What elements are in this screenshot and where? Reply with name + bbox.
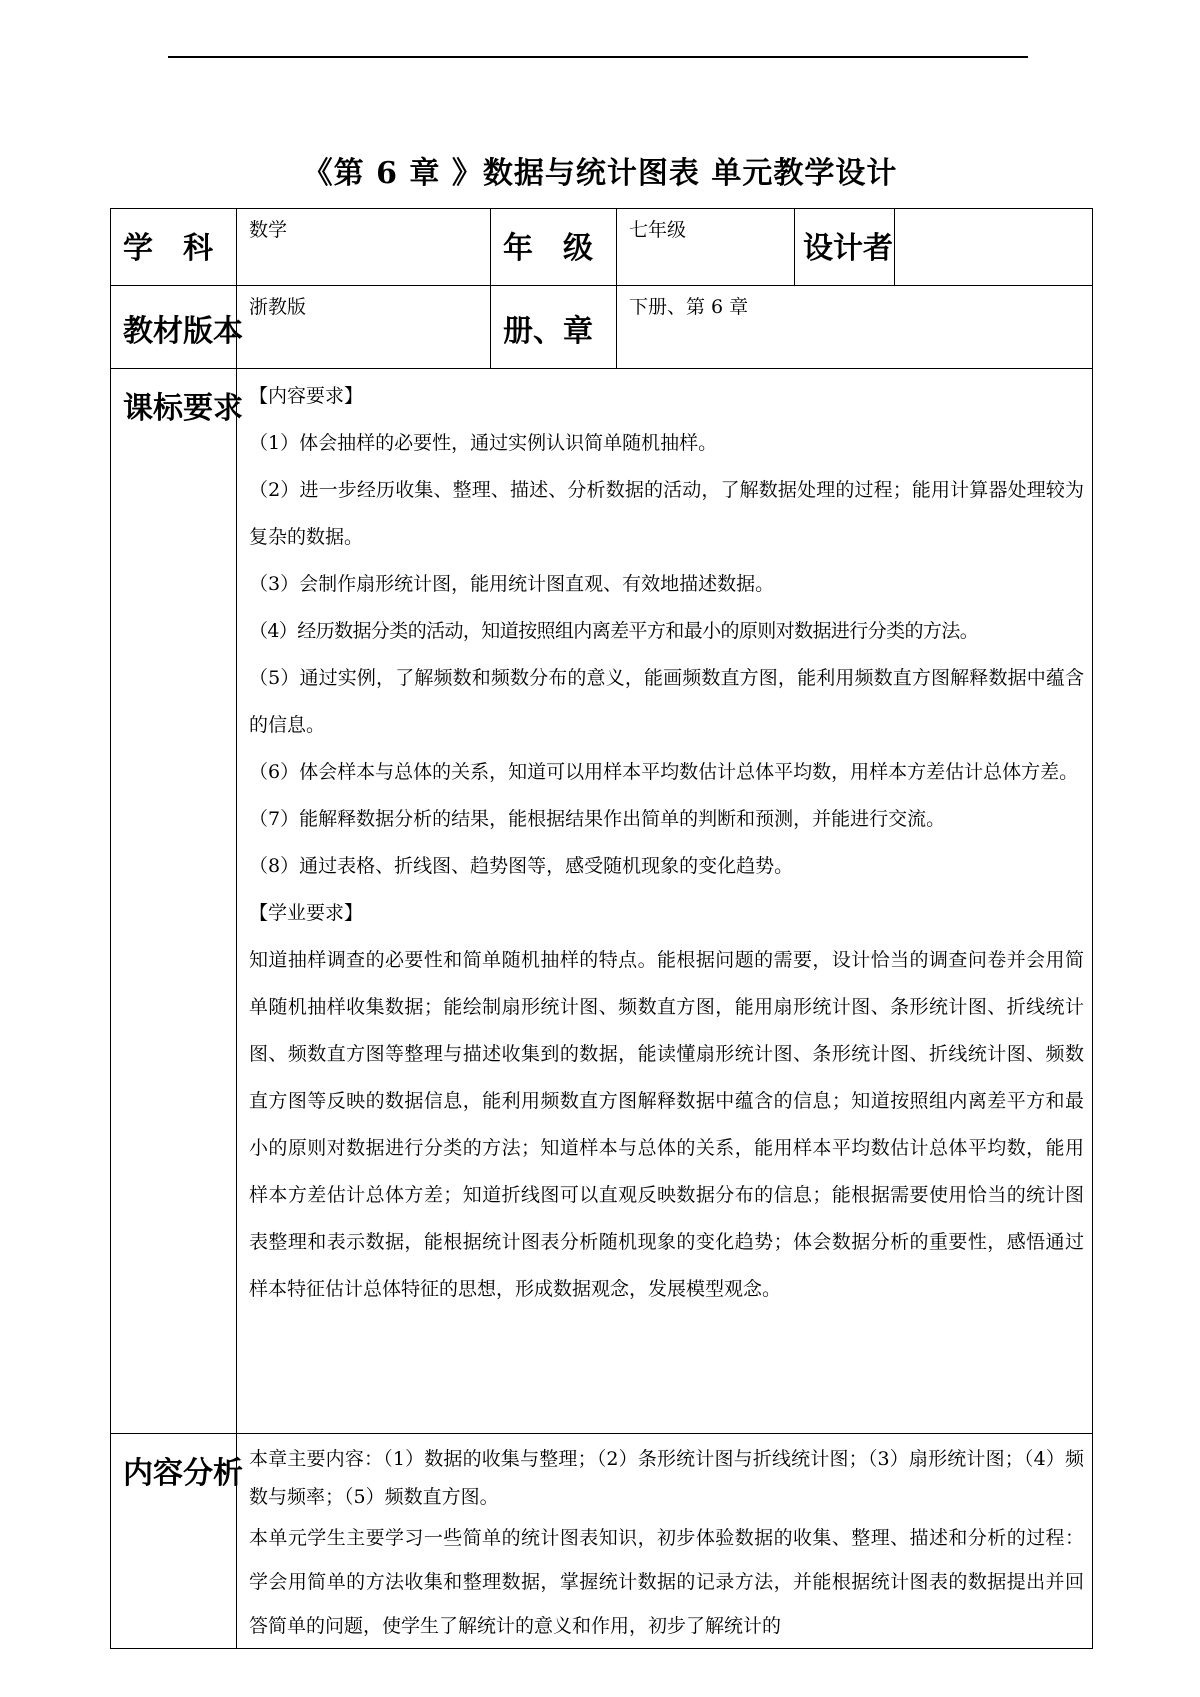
- content-requirements-heading: 【内容要求】: [249, 385, 364, 407]
- requirement-item: （4）经历数据分类的活动，知道按照组内离差平方和最小的原则对数据进行分类的方法。: [249, 620, 979, 642]
- subject-value: 数学: [237, 209, 491, 286]
- requirement-item: （1）体会抽样的必要性，通过实例认识简单随机抽样。: [249, 432, 718, 454]
- analysis-content: [237, 1434, 1093, 1649]
- curriculum-label: 课标要求: [111, 369, 237, 1434]
- requirement-item: （2）进一步经历收集、整理、描述、分析数据的活动，了解数据处理的过程；能用计算器处理较为复杂的数据。: [249, 479, 1084, 548]
- edition-value: 浙教版: [237, 286, 491, 369]
- header-rule: [168, 56, 1028, 58]
- analysis-paragraph: 本单元学生主要学习一些简单的统计图表知识，初步体验数据的收集、整理、描述和分析的过程：学会用简单的方法收集和整理数据，掌握统计数据的记录方法，并能根据统计图表的数据提出并回答简单的问题，使学生了解统计的意义和作用，初步了解统计的: [249, 1527, 1084, 1637]
- info-row-2: [111, 286, 1093, 369]
- academic-requirements-heading: 【学业要求】: [249, 902, 364, 924]
- document-title: 《第 6 章 》数据与统计图表 单元教学设计: [302, 156, 898, 191]
- designer-value: [895, 209, 1093, 286]
- analysis-label: 内容分析: [111, 1434, 237, 1649]
- volume-chapter-label: 册、章: [491, 286, 617, 369]
- info-row-1: [111, 209, 1093, 286]
- requirement-item: （6）体会样本与总体的关系，知道可以用样本平均数估计总体平均数，用样本方差估计总体方差。: [249, 761, 1079, 783]
- volume-chapter-value: 下册、第 6 章: [617, 286, 1093, 369]
- analysis-row: [111, 1434, 1093, 1649]
- subject-label: 学 科: [111, 209, 237, 286]
- edition-label: 教材版本: [111, 286, 237, 369]
- grade-label: 年 级: [491, 209, 617, 286]
- designer-label: 设计者: [795, 209, 895, 286]
- curriculum-content: [237, 369, 1093, 1434]
- grade-value: 七年级: [617, 209, 795, 286]
- academic-requirements-text: 知道抽样调查的必要性和简单随机抽样的特点。能根据问题的需要，设计恰当的调查问卷并会用简单随机抽样收集数据；能绘制扇形统计图、频数直方图，能用扇形统计图、条形统计图、折线统计图、频数直方图等整理与描述收集到的数据，能读懂扇形统计图、条形统计图、折线统计图、频数直方图等反映的数据信息，能利用频数直方图解释数据中蕴含的信息；知道按照组内离差平方和最小的原则对数据进行分类的方法；知道样本与总体的关系，能用样本平均数估计总体平均数，能用样本方差估计总体方差；知道折线图可以直观反映数据分布的信息；能根据需要使用恰当的统计图表整理和表示数据，能根据统计图表分析随机现象的变化趋势；体会数据分析的重要性，感悟通过样本特征估计总体特征的思想，形成数据观念，发展模型观念。: [249, 949, 1084, 1300]
- curriculum-row: [111, 369, 1093, 1434]
- requirement-item: （7）能解释数据分析的结果，能根据结果作出简单的判断和预测，并能进行交流。: [249, 808, 946, 830]
- requirement-item: （3）会制作扇形统计图，能用统计图直观、有效地描述数据。: [249, 573, 775, 595]
- requirement-item: （8）通过表格、折线图、趋势图等，感受随机现象的变化趋势。: [249, 855, 794, 877]
- requirement-item: （5）通过实例，了解频数和频数分布的意义，能画频数直方图，能利用频数直方图解释数据中蕴含的信息。: [249, 667, 1084, 736]
- lesson-plan-table: [110, 208, 1093, 1649]
- analysis-paragraph: 本章主要内容：（1）数据的收集与整理；（2）条形统计图与折线统计图；（3）扇形统计图；（4）频数与频率；（5）频数直方图。: [249, 1448, 1084, 1508]
